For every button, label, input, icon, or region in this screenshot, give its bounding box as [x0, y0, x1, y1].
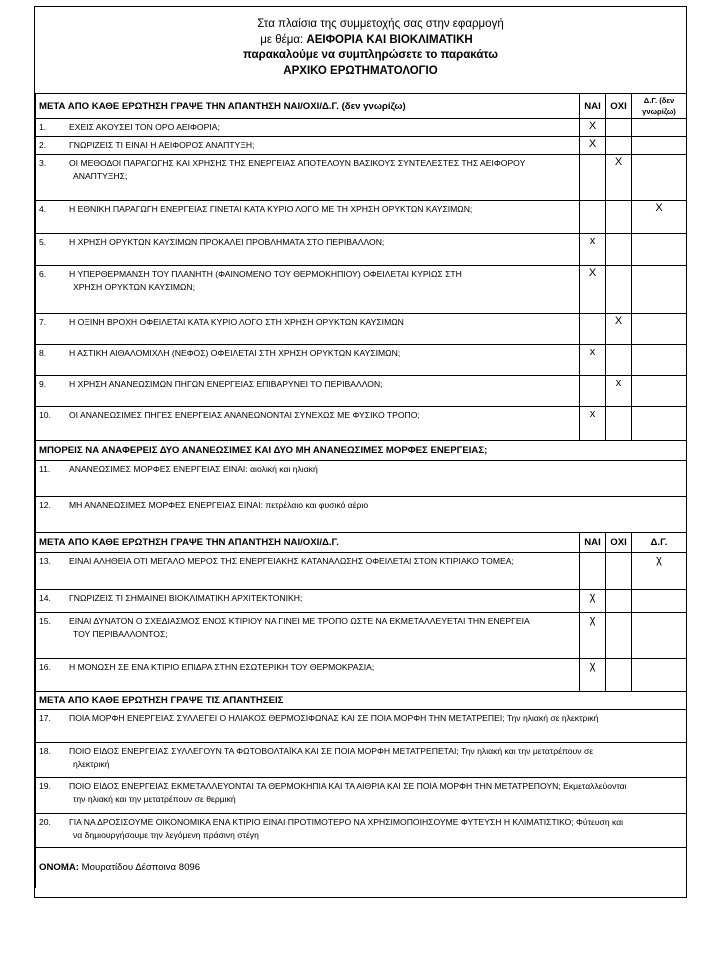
question-text-cell [36, 155, 580, 201]
answer-dk[interactable]: Χ [632, 201, 687, 234]
question-text: Η ΧΡΗΣΗ ΑΝΑΝΕΩΣΙΜΩΝ ΠΗΓΩΝ ΕΝΕΡΓΕΙΑΣ ΕΠΙΒΑΡΥΝΕΙ ΤΟ ΠΕΡΙΒΑΛΛΟΝ; [69, 379, 383, 389]
question-number: 15. [39, 616, 51, 626]
question-text-cell [36, 266, 580, 314]
answer-dk[interactable] [632, 234, 687, 266]
answer-yes[interactable]: Χ [580, 266, 606, 314]
col-no-header: ΟΧΙ [606, 94, 632, 119]
answer-row [36, 814, 687, 848]
answer-no[interactable]: x [606, 376, 632, 407]
question-number: 7. [39, 317, 47, 327]
answer-no[interactable] [606, 407, 632, 441]
question-number: 9. [39, 379, 47, 389]
col-dk-header: Δ.Γ. [632, 533, 687, 553]
answer-yes[interactable] [580, 155, 606, 201]
question-text-cell [36, 234, 580, 266]
section2-title: ΜΠΟΡΕΙΣ ΝΑ ΑΝΑΦΕΡΕΙΣ ΔΥΟ ΑΝΑΝΕΩΣΙΜΕΣ ΚΑΙ ΔΥΟ ΜΗ ΑΝΑΝΕΩΣΙΜΕΣ ΜΟΡΦΕΣ ΕΝΕΡΓΕΙΑΣ; [36, 441, 687, 461]
question-text-cont: ΤΟΥ ΠΕΡΙΒΑΛΛΟΝΤΟΣ; [73, 629, 168, 639]
answer-dk[interactable] [632, 613, 687, 659]
answer-dk[interactable] [632, 155, 687, 201]
question-text: Η ΜΟΝΩΣΗ ΣΕ ΕΝΑ ΚΤΙΡΙΟ ΕΠΙΔΡΑ ΣΤΗΝ ΕΣΩΤΕΡΙΚΗ ΤΟΥ ΘΕΡΜΟΚΡΑΣΙΑ; [69, 662, 375, 672]
answer-yes[interactable] [580, 201, 606, 234]
question-text: ΓΝΩΡΙΖΕΙΣ ΤΙ ΣΗΜΑΙΝΕΙ ΒΙΟΚΛΙΜΑΤΙΚΗ ΑΡΧΙΤΕΚΤΟΝΙΚΗ; [69, 593, 303, 603]
answer-dk[interactable] [632, 266, 687, 314]
question-number: 14. [39, 593, 51, 603]
col-yes-header: ΝΑΙ [580, 533, 606, 553]
answer-text-cell[interactable] [36, 710, 687, 743]
question-number: 12. [39, 500, 51, 510]
answer-yes[interactable]: Χ [580, 119, 606, 137]
section3-title: ΜΕΤΑ ΑΠΟ ΚΑΘΕ ΕΡΩΤΗΣΗ ΓΡΑΨΕ ΤΗΝ ΑΠΑΝΤΗΣΗ ΝΑΙ/ΟΧΙ/Δ.Γ. [36, 533, 580, 553]
question-text-cell [36, 376, 580, 407]
answer-no[interactable] [606, 137, 632, 155]
question-text: Η ΑΣΤΙΚΗ ΑΙΘΑΛΟΜΙΧΛΗ (ΝΕΦΟΣ) ΟΦΕΙΛΕΤΑΙ ΣΤΗ ΧΡΗΣΗ ΟΡΥΚΤΩΝ ΚΑΥΣΙΜΩΝ; [69, 348, 401, 358]
question-number: 19. [39, 781, 51, 791]
name-value: Μουρατίδου Δέσποινα 8096 [81, 862, 201, 874]
question-row [36, 119, 687, 137]
question-row [36, 234, 687, 266]
answer-text-cell[interactable] [36, 778, 687, 814]
questionnaire-sheet [34, 6, 687, 898]
answer-yes[interactable] [580, 314, 606, 345]
question-text-cell [36, 201, 580, 234]
col-dk-header: Δ.Γ. (δεν γνωρίζω) [632, 94, 687, 119]
question-number: 13. [39, 556, 51, 566]
question-row [36, 376, 687, 407]
answer-no[interactable] [606, 590, 632, 613]
name-cell[interactable] [36, 848, 687, 888]
answer-no[interactable] [606, 266, 632, 314]
question-text: ΟΙ ΑΝΑΝΕΩΣΙΜΕΣ ΠΗΓΕΣ ΕΝΕΡΓΕΙΑΣ ΑΝΑΝΕΩΝΟΝΤΑΙ ΣΥΝΕΧΩΣ ΜΕ ΦΥΣΙΚΟ ΤΡΟΠΟ; [69, 410, 420, 420]
question-number: 18. [39, 746, 51, 756]
section1-title: ΜΕΤΑ ΑΠΟ ΚΑΘΕ ΕΡΩΤΗΣΗ ΓΡΑΨΕ ΤΗΝ ΑΠΑΝΤΗΣΗ ΝΑΙ/ΟΧΙ/Δ.Γ. (δεν γνωρίζω) [36, 94, 580, 119]
answer-dk[interactable] [632, 659, 687, 692]
answer-no[interactable] [606, 234, 632, 266]
name-row [36, 848, 687, 888]
question-row [36, 407, 687, 441]
answer-no[interactable]: Χ [606, 155, 632, 201]
question-number: 4. [39, 204, 47, 214]
question-row [36, 201, 687, 234]
answer-no[interactable] [606, 345, 632, 376]
answer-text-cell[interactable] [36, 743, 687, 778]
answer-text-cont: την ηλιακή και την μετατρέπουν σε θερμική [73, 794, 236, 804]
header-request: παρακαλούμε να συμπληρώσετε το παρακάτω [243, 49, 498, 61]
answer-dk[interactable] [632, 314, 687, 345]
question-text-cell [36, 590, 580, 613]
question-number: 11. [39, 464, 51, 474]
header-topic-prefix: με θέμα: [260, 33, 307, 46]
question-text-cell [36, 659, 580, 692]
answer-text-cell[interactable] [36, 461, 687, 497]
answer-row [36, 743, 687, 778]
answer-dk[interactable]: χ [632, 553, 687, 590]
question-number: 16. [39, 662, 51, 672]
question-text: ΕΙΝΑΙ ΔΥΝΑΤΟΝ Ο ΣΧΕΔΙΑΣΜΟΣ ΕΝΟΣ ΚΤΙΡΙΟΥ ΝΑ ΓΙΝΕΙ ΜΕ ΤΡΟΠΟ ΩΣΤΕ ΝΑ ΕΚΜΕΤΑΛΛΕΥΕΤΑΙ ΤΗΝ ΕΝΕΡΓΕΙΑ [69, 616, 530, 626]
question-row [36, 659, 687, 692]
header [35, 17, 686, 79]
answer-text-cell[interactable] [36, 497, 687, 533]
answer-row [36, 778, 687, 814]
section2-header [36, 441, 687, 461]
answer-text-cell[interactable] [36, 814, 687, 848]
question-number: 5. [39, 237, 47, 247]
question-number: 3. [39, 158, 47, 168]
answer-no[interactable] [606, 553, 632, 590]
question-text-cell [36, 137, 580, 155]
answer-yes[interactable]: Χ [580, 137, 606, 155]
question-row [36, 266, 687, 314]
answer-text: ΓΙΑ ΝΑ ΔΡΟΣΙΣΟΥΜΕ ΟΙΚΟΝΟΜΙΚΑ ΕΝΑ ΚΤΙΡΙΟ ΕΙΝΑΙ ΠΡΟΤΙΜΟΤΕΡΟ ΝΑ ΧΡΗΣΙΜΟΠΟΙΗΣΟΥΜΕ ΦΥΤΕΥΣΗ Η ΚΛΙΜΑΤΙΣΤΙΚΟ; Φύτευση και [69, 817, 624, 827]
question-text: ΕΙΝΑΙ ΑΛΗΘΕΙΑ ΟΤΙ ΜΕΓΑΛΟ ΜΕΡΟΣ ΤΗΣ ΕΝΕΡΓΕΙΑΚΗΣ ΚΑΤΑΝΑΛΩΣΗΣ ΟΦΕΙΛΕΤΑΙ ΣΤΟΝ ΚΤΙΡΙΑΚΟ ΤΟΜΕΑ; [69, 556, 514, 566]
answer-dk[interactable] [632, 376, 687, 407]
answer-yes[interactable] [580, 553, 606, 590]
question-number: 1. [39, 122, 47, 132]
section4-title: ΜΕΤΑ ΑΠΟ ΚΑΘΕ ΕΡΩΤΗΣΗ ΓΡΑΨΕ ΤΙΣ ΑΠΑΝΤΗΣΕΙΣ [36, 692, 687, 710]
answer-yes[interactable] [580, 376, 606, 407]
question-number: 6. [39, 269, 47, 279]
section3-header [36, 533, 687, 553]
answer-dk[interactable] [632, 590, 687, 613]
answer-text-cont: ηλεκτρική [73, 759, 110, 769]
question-text-cell [36, 613, 580, 659]
answer-row [36, 710, 687, 743]
header-topic-line [35, 33, 686, 49]
answer-text: ΠΟΙΟ ΕΙΔΟΣ ΕΝΕΡΓΕΙΑΣ ΕΚΜΕΤΑΛΛΕΥΟΝΤΑΙ ΤΑ ΘΕΡΜΟΚΗΠΙΑ ΚΑΙ ΤΑ ΑΙΘΡΙΑ ΚΑΙ ΣΕ ΠΟΙΑ ΜΟΡΦΗ ΤΗΝ ΜΕΤΑΤΡΕΠΟΥΝ; Εκμεταλλεύονται [69, 781, 627, 791]
question-row [36, 314, 687, 345]
question-row [36, 590, 687, 613]
question-row [36, 137, 687, 155]
answer-no[interactable] [606, 659, 632, 692]
question-row [36, 155, 687, 201]
question-text-cont: ΑΝΑΠΤΥΞΗΣ; [73, 171, 128, 181]
answer-dk[interactable] [632, 407, 687, 441]
answer-no[interactable]: Χ [606, 314, 632, 345]
header-topic: ΑΕΙΦΟΡΙΑ ΚΑΙ ΒΙΟΚΛΙΜΑΤΙΚΗ [306, 33, 473, 46]
answer-dk[interactable] [632, 137, 687, 155]
question-number: 20. [39, 817, 51, 827]
col-yes-header: ΝΑΙ [580, 94, 606, 119]
answer-row [36, 461, 687, 497]
answer-yes[interactable]: χ [580, 659, 606, 692]
question-number: 10. [39, 410, 51, 420]
answer-text-cont: να δημιουργήσουμε την λεγόμενη πράσινη στέγη [73, 830, 259, 840]
question-text-cont: ΧΡΗΣΗ ΟΡΥΚΤΩΝ ΚΑΥΣΙΜΩΝ; [73, 282, 196, 292]
question-text-cell [36, 345, 580, 376]
question-text-cell [36, 407, 580, 441]
answer-text: ΠΟΙΟ ΕΙΔΟΣ ΕΝΕΡΓΕΙΑΣ ΣΥΛΛΕΓΟΥΝ ΤΑ ΦΩΤΟΒΟΛΤΑΪΚΑ ΚΑΙ ΣΕ ΠΟΙΑ ΜΟΡΦΗ ΜΕΤΑΤΡΕΠΕΤΑΙ; Την ηλιακή και την μετατρέπουν σε [69, 746, 594, 756]
question-text: ΟΙ ΜΕΘΟΔΟΙ ΠΑΡΑΓΩΓΗΣ ΚΑΙ ΧΡΗΣΗΣ ΤΗΣ ΕΝΕΡΓΕΙΑΣ ΑΠΟΤΕΛΟΥΝ ΒΑΣΙΚΟΥΣ ΣΥΝΤΕΛΕΣΤΕΣ ΤΗΣ ΑΕΙΦΟΡΟΥ [69, 158, 526, 168]
header-form-title: ΑΡΧΙΚΟ ΕΡΩΤΗΜΑΤΟΛΟΓΙΟ [283, 64, 438, 77]
section4-header [36, 692, 687, 710]
answer-yes[interactable]: χ [580, 590, 606, 613]
answer-text: ΜΗ ΑΝΑΝΕΩΣΙΜΕΣ ΜΟΡΦΕΣ ΕΝΕΡΓΕΙΑΣ ΕΙΝΑΙ: πετρέλαιο και φυσικό αέριο [69, 500, 369, 510]
question-text: Η ΧΡΗΣΗ ΟΡΥΚΤΩΝ ΚΑΥΣΙΜΩΝ ΠΡΟΚΑΛΕΙ ΠΡΟΒΛΗΜΑΤΑ ΣΤΟ ΠΕΡΙΒΑΛΛΟΝ; [69, 237, 385, 247]
question-number: 8. [39, 348, 47, 358]
name-label: ΟΝΟΜΑ: [39, 862, 79, 874]
question-text-cell [36, 119, 580, 137]
col-no-header: ΟΧΙ [606, 533, 632, 553]
answer-no[interactable] [606, 119, 632, 137]
answer-row [36, 497, 687, 533]
question-text: ΓΝΩΡΙΖΕΙΣ ΤΙ ΕΙΝΑΙ Η ΑΕΙΦΟΡΟΣ ΑΝΑΠΤΥΞΗ; [69, 140, 255, 150]
question-text-cell [36, 553, 580, 590]
answer-text: ΠΟΙΑ ΜΟΡΦΗ ΕΝΕΡΓΕΙΑΣ ΣΥΛΛΕΓΕΙ Ο ΗΛΙΑΚΟΣ ΘΕΡΜΟΣΙΦΩΝΑΣ ΚΑΙ ΣΕ ΠΟΙΑ ΜΟΡΦΗ ΤΗΝ ΜΕΤΑΤΡΕΠΕΙ; Την ηλιακή σε ηλεκτρική [69, 713, 599, 723]
question-number: 17. [39, 713, 51, 723]
header-intro: Στα πλαίσια της συμμετοχής σας στην εφαρμογή [257, 18, 504, 30]
question-text: ΕΧΕΙΣ ΑΚΟΥΣΕΙ ΤΟΝ ΟΡΟ ΑΕΙΦΟΡΙΑ; [69, 122, 220, 132]
answer-dk[interactable] [632, 345, 687, 376]
answer-no[interactable] [606, 201, 632, 234]
question-row [36, 613, 687, 659]
question-text: Η ΕΘΝΙΚΗ ΠΑΡΑΓΩΓΗ ΕΝΕΡΓΕΙΑΣ ΓΙΝΕΤΑΙ ΚΑΤΑ ΚΥΡΙΟ ΛΟΓΟ ΜΕ ΤΗ ΧΡΗΣΗ ΟΡΥΚΤΩΝ ΚΑΥΣΙΜΩΝ; [69, 204, 473, 214]
answer-dk[interactable] [632, 119, 687, 137]
question-text: Η ΟΞΙΝΗ ΒΡΟΧΗ ΟΦΕΙΛΕΤΑΙ ΚΑΤΑ ΚΥΡΙΟ ΛΟΓΟ ΣΤΗ ΧΡΗΣΗ ΟΡΥΚΤΩΝ ΚΑΥΣΙΜΩΝ [69, 317, 404, 327]
section1-header [36, 94, 687, 119]
question-text: Η ΥΠΕΡΘΕΡΜΑΝΣΗ ΤΟΥ ΠΛΑΝΗΤΗ (ΦΑΙΝΟΜΕΝΟ ΤΟΥ ΘΕΡΜΟΚΗΠΙΟΥ) ΟΦΕΙΛΕΤΑΙ ΚΥΡΙΩΣ ΣΤΗ [69, 269, 462, 279]
answer-yes[interactable]: x [580, 345, 606, 376]
question-row [36, 553, 687, 590]
answer-no[interactable] [606, 613, 632, 659]
question-number: 2. [39, 140, 47, 150]
answer-text: ΑΝΑΝΕΩΣΙΜΕΣ ΜΟΡΦΕΣ ΕΝΕΡΓΕΙΑΣ ΕΙΝΑΙ: αιολική και ηλιακή [69, 464, 318, 474]
answer-yes[interactable]: x [580, 234, 606, 266]
answer-yes[interactable]: χ [580, 613, 606, 659]
question-text-cell [36, 314, 580, 345]
answer-yes[interactable]: x [580, 407, 606, 441]
question-row [36, 345, 687, 376]
questionnaire-table [35, 93, 687, 888]
